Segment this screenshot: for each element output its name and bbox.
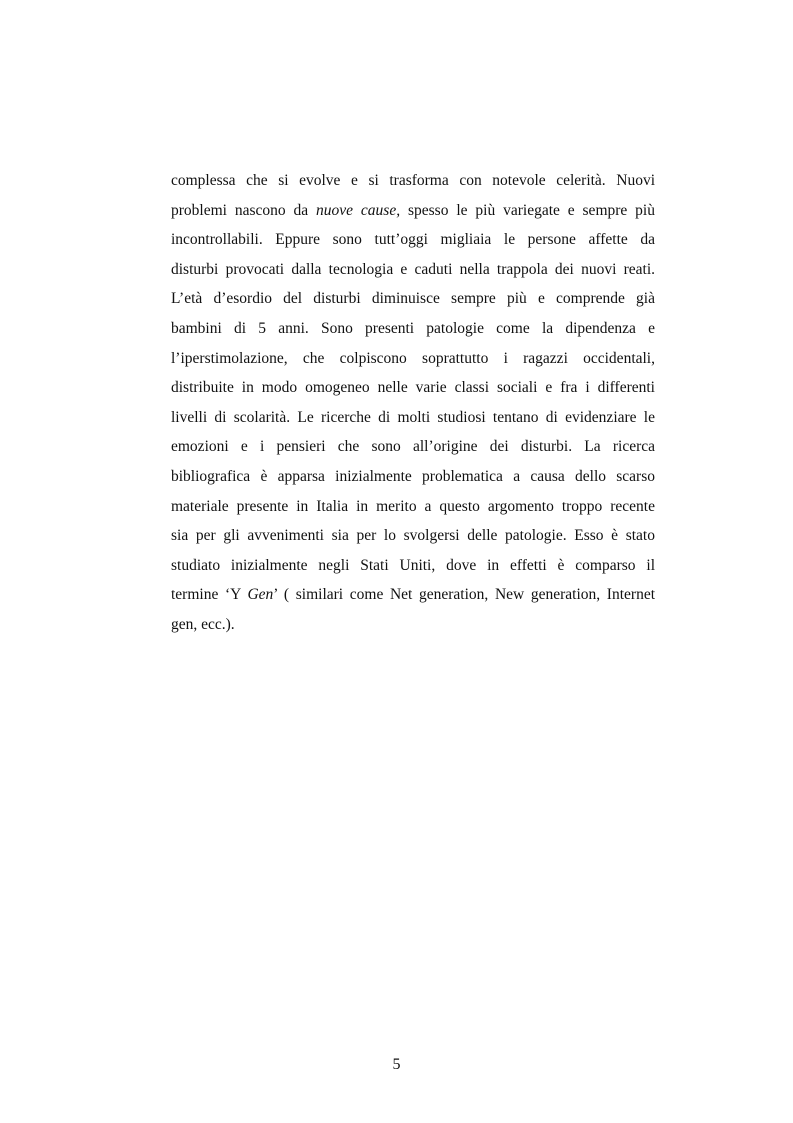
text-segment: spesso le più variegate e sempre più xyxy=(400,201,655,219)
text-segment: termine ‘Y xyxy=(171,586,248,604)
text-line: incontrollabili. Eppure sono tutt’oggi migliaia le persone affette da xyxy=(171,231,655,249)
body-paragraph xyxy=(171,166,655,640)
text-line: emozioni e i pensieri che sono all’origine dei disturbi. La ricerca xyxy=(171,438,655,456)
text-segment: problemi nascono da xyxy=(171,201,317,219)
text-line: disturbi provocati dalla tecnologia e caduti nella trappola dei nuovi reati. xyxy=(171,260,655,278)
text-line: sia per gli avvenimenti sia per lo svolgersi delle patologie. Esso è stato xyxy=(171,527,655,545)
text-line: bambini di 5 anni. Sono presenti patologie come la dipendenza e xyxy=(171,319,655,337)
text-line: materiale presente in Italia in merito a questo argomento troppo recente xyxy=(171,497,655,515)
text-line: studiato inizialmente negli Stati Uniti, dove in effetti è comparso il xyxy=(171,556,655,574)
text-line xyxy=(171,580,655,610)
text-line: bibliografica è apparsa inizialmente problematica a causa dello scarso xyxy=(171,467,655,485)
emphasized-text: Gen xyxy=(247,586,274,604)
text-segment: ’ ( similari come Net generation, New generation, Internet xyxy=(273,586,655,604)
text-line xyxy=(171,196,655,226)
page-number: 5 xyxy=(392,1056,401,1073)
text-line: distribuite in modo omogeneo nelle varie classi sociali e fra i differenti xyxy=(171,379,655,397)
text-line: livelli di scolarità. Le ricerche di molti studiosi tentano di evidenziare le xyxy=(171,408,655,426)
emphasized-text: nuove cause, xyxy=(316,201,401,219)
text-line: L’età d’esordio del disturbi diminuisce sempre più e comprende già xyxy=(171,290,655,308)
text-line: l’iperstimolazione, che colpiscono soprattutto i ragazzi occidentali, xyxy=(171,349,655,367)
text-line: complessa che si evolve e si trasforma con notevole celerità. Nuovi xyxy=(171,172,655,189)
text-line: gen, ecc.). xyxy=(171,615,235,633)
